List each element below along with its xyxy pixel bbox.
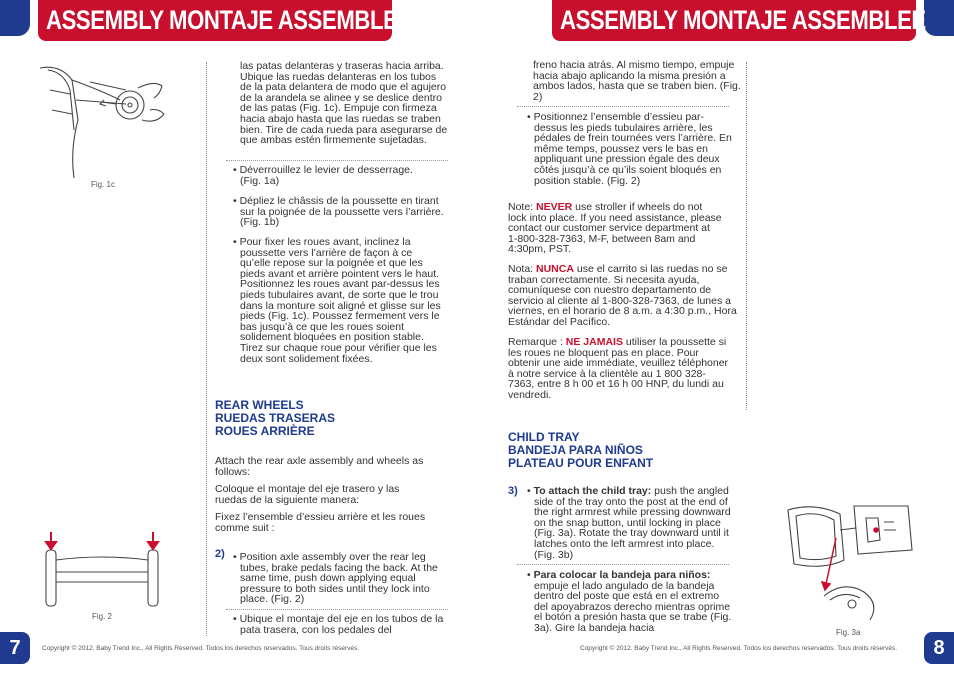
fig-1c-label: Fig. 1c (91, 180, 116, 189)
fig-3a-illustration (784, 500, 920, 628)
separator (226, 609, 448, 610)
page-number-left: 7 (0, 632, 30, 664)
note-en-label: Note: (508, 201, 537, 213)
tray-es-bold: Para colocar la bandeja para niños: (533, 569, 711, 581)
banner-right (552, 0, 926, 41)
tray-en: • To attach the child tray: push the angled side of the tray onto the post at the end of the right armrest while pressing downward on the snap button, until locking in place (Fig. 3a). Rotate the tray downward until it latches onto the left armrest into place. (Fig. 3b) (527, 485, 731, 561)
separator (517, 564, 729, 565)
fig-3a-label: Fig. 3a (836, 628, 861, 637)
tray-en-text: push the angled side of the tray onto the post at the end of the right armrest while pressing downward on the snap button, until locking in place (Fig. 3a). Rotate the tray downward until it latches onto the left armrest into place. (Fig. 3b) (534, 485, 731, 561)
separator (517, 106, 729, 107)
banner-right-title: ASSEMBLY MONTAJE ASSEMBLEE (560, 5, 926, 35)
fig-2-label: Fig. 2 (92, 612, 113, 621)
column-divider-left (206, 62, 207, 636)
note-es-nunca: NUNCA (536, 263, 574, 275)
note-en-never: NEVER (536, 201, 573, 213)
note-en-text: use stroller if wheels do not lock into place. If you need assistance, please contact our customer service department at 1-800-328-7363, M-F, between 8am and 4:30pm, PST. (508, 201, 722, 256)
rear-text-en: Attach the rear axle assembly and wheels as follows: (215, 455, 424, 478)
step-2-marker: 2) (215, 548, 225, 560)
tray-es: • Para colocar la bandeja para niños: empuje el lado angulado de la bandeja dentro del poste que está en el extremo del apoyabrazos derecho mientras oprime el botón a presión hasta que se trabe (Fig. 3a). Gire la bandeja hacia (527, 569, 732, 634)
left-es-continuation: las patas delanteras y traseras hacia arriba. Ubique las ruedas delanteras en los tubos de la pata delantera de modo que el agujero de la arandela se alinee y se deslice dentro de las patas (Fig. 1c). Empuje con firmeza hacia abajo hasta que las ruedas se traben bien. Tire de cada rueda para asegurarse de que ambas estén firmemente sujetadas. (240, 60, 448, 147)
note-fr (508, 337, 732, 401)
heading-rear-wheels-fr: ROUES ARRIÈRE (215, 424, 315, 438)
rear-text-fr: Fixez l’ensemble d’essieu arrière et les roues comme suit : (215, 511, 426, 534)
right-es-continuation: freno hacia atrás. Al mismo tiempo, empuje hacia abajo aplicando la misma presión a ambos lados, hasta que se traben bien. (Fig. 2) (533, 59, 741, 103)
copyright-right: Copyright © 2012. Baby Trend Inc., All Rights Reserved. Todos los derechos reservados. Tous droits réservés. (580, 645, 898, 652)
heading-rear-wheels-es: RUEDAS TRASERAS (215, 411, 336, 425)
step-3-marker: 3) (508, 485, 518, 497)
fr-bullet-3: • Pour fixer les roues avant, inclinez la poussette vers l’arrière de façon à ce qu’elle repose sur la poignée et que les pieds avant et arrière pointent vers le haut. Positionnez les roues avant par-dessus les pieds tubulaires avant, de sorte que le trou dans la monture soit aligné et glisse sur les pieds (Fig. 1c). Poussez fermement vers le bas jusqu’à ce que les roues soient solidement bloquées en position stable. Tirez sur chaque roue pour vérifier que les deux sont solidement fixées. (233, 236, 441, 365)
note-fr-ne-jamais: NE JAMAIS (565, 336, 623, 348)
fig-1c-illustration (30, 60, 180, 180)
heading-tray-es: BANDEJA PARA NIÑOS (508, 443, 643, 457)
fr-bullet-1: • Déverrouillez le levier de desserrage. (Fig. 1a) (233, 164, 413, 187)
step-2-en: • Position axle assembly over the rear leg tubes, brake pedals facing the back. At the same time, push down applying equal pressure to both sides until they lock into place. (Fig. 2) (233, 551, 438, 606)
page-number-right: 8 (924, 632, 954, 664)
fig-2-illustration (36, 532, 172, 612)
note-es (508, 264, 742, 328)
heading-tray-en: CHILD TRAY (508, 430, 580, 444)
column-divider-right (746, 62, 747, 410)
separator (226, 160, 448, 161)
banner-left-title: ASSEMBLY MONTAJE ASSEMBLEE (46, 5, 412, 35)
copyright-left: Copyright © 2012. Baby Trend Inc., All Rights Reserved. Todos los derechos reservados. Tous droits réservés. (42, 645, 360, 652)
note-en (508, 202, 722, 255)
note-fr-label: Remarque : (508, 336, 566, 348)
note-es-label: Nota: (508, 263, 537, 275)
heading-tray-fr: PLATEAU POUR ENFANT (508, 456, 654, 470)
corner-tab-left (0, 0, 30, 36)
fr-bullet-2: • Dépliez le châssis de la poussette en tirant sur la poignée de la poussette vers l’arrière. (Fig. 1b) (233, 195, 444, 229)
fr-bullet-axle: • Positionnez l’ensemble d’essieu par-dessus les pieds tubulaires arrière, les pédales de frein tournées vers l’arrière. En même temps, poussez vers le bas en appliquant une pression égale des deux côtés jusqu’à ce qu’ils soient bloqués en position stable. (Fig. 2) (527, 111, 732, 187)
note-es-text: use el carrito si las ruedas no se traban correctamente. Si necesita ayuda, comuníquese con nuestro departamento de servicio al cliente al 1-800-328-7363, de lunes a viernes, en el horario de 8 a.m. a 4:30 p.m., Hora Estándar del Pacífico. (508, 263, 737, 328)
rear-text-es: Coloque el montaje del eje trasero y las ruedas de la siguiente manera: (215, 483, 400, 506)
tray-es-text: empuje el lado angulado de la bandeja dentro del poste que está en el extremo del apoyabrazos derecho mientras oprime el botón a presión hasta que se trabe (Fig. 3a). Gire la bandeja hacia (534, 579, 732, 634)
heading-rear-wheels-en: REAR WHEELS (215, 398, 304, 412)
step-2-es: • Ubique el montaje del eje en los tubos de la pata trasera, con los pedales del (233, 613, 444, 636)
corner-tab-right (924, 0, 954, 36)
note-fr-text: utiliser la poussette si les roues ne bloquent pas en place. Pour obtenir une aide immédiate, veuillez téléphoner à notre service à la clientèle au 1 800 328-7363, entre 8 h 00 et 16 h 00 HNP, du lundi au vendredi. (508, 336, 729, 401)
banner-left (38, 0, 412, 41)
tray-en-bold: To attach the child tray: (533, 485, 652, 497)
